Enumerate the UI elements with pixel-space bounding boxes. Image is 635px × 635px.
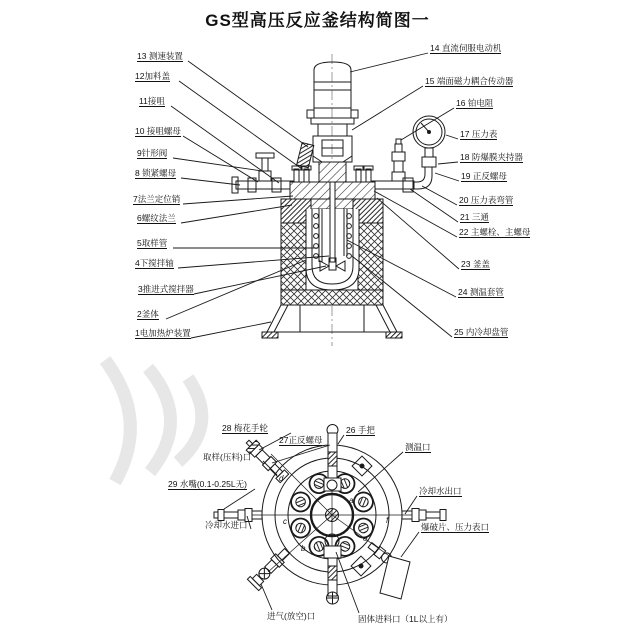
part-label-sampling-port: 取样(压料)口 [203, 452, 252, 462]
part-label-22: 22 主螺栓、主螺母 [459, 227, 531, 237]
part-label-2: 2釜体 [137, 309, 159, 319]
part-label-25: 25 内冷却盘管 [454, 327, 509, 337]
part-label-cooling-in: 冷却水进口 [205, 520, 248, 530]
part-label-16: 16 铂电阻 [456, 98, 494, 108]
part-label-solid-feed-port: 固体进料口（1L以上有） [358, 614, 453, 624]
part-label-26: 26 手把 [346, 425, 375, 435]
part-label-13: 13 测速装置 [137, 51, 183, 61]
part-label-rupture-port: 爆破片、压力表口 [421, 522, 490, 532]
part-label-9: 9针形阀 [137, 148, 168, 158]
part-label-12: 12加料盖 [135, 71, 170, 81]
part-label-temp-port: 测温口 [405, 442, 431, 452]
part-label-21: 21 三通 [460, 212, 489, 222]
port-letter-f: f [386, 516, 389, 525]
part-label-27: 27正反螺母 [279, 435, 323, 445]
part-label-6: 6螺纹法兰 [137, 213, 176, 223]
part-label-3: 3推进式搅拌器 [138, 284, 194, 294]
part-label-24: 24 测温套管 [458, 287, 504, 297]
part-label-23: 23 釜盖 [461, 259, 490, 269]
part-label-14: 14 直流伺服电动机 [430, 43, 502, 53]
part-label-18: 18 防爆膜夹持器 [460, 152, 523, 162]
part-label-4: 4下搅拌轴 [135, 258, 174, 268]
part-label-10: 10 接咀螺母 [135, 126, 181, 136]
part-label-5: 5取样管 [137, 238, 168, 248]
page-title: GS型高压反应釜结构简图一 [205, 11, 430, 30]
part-label-15: 15 端面磁力耦合传动器 [425, 76, 514, 86]
port-letter-b: b [301, 544, 306, 553]
part-label-19: 19 正反螺母 [461, 171, 507, 181]
port-letter-c: c [283, 517, 287, 526]
port-letter-a: a [349, 496, 354, 505]
part-label-17: 17 压力表 [460, 129, 498, 139]
part-label-1: 1电加热炉装置 [135, 328, 191, 338]
part-label-11: 11接咀 [139, 96, 165, 106]
part-label-29: 29 水嘴(0.1-0.25L无) [168, 479, 247, 489]
port-letter-d: d [279, 474, 284, 483]
part-label-20: 20 压力表弯管 [459, 195, 514, 205]
part-label-28: 28 梅花手轮 [222, 423, 268, 433]
part-label-cooling-out: 冷却水出口 [419, 486, 462, 496]
port-letter-e: e [363, 534, 368, 543]
part-label-7: 7法兰定位销 [133, 194, 181, 204]
part-label-gas-port: 进气(放空)口 [267, 611, 316, 621]
part-label-8: 8 锁紧螺母 [135, 168, 177, 178]
